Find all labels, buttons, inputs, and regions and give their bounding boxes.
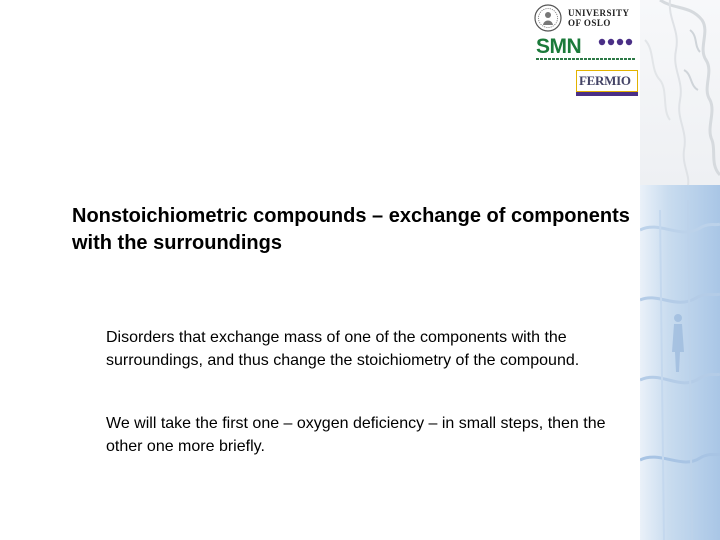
fermio-logo-text: FERMIO xyxy=(579,73,631,88)
decorative-side-strip xyxy=(640,0,720,540)
decorative-relief-image xyxy=(640,0,720,540)
university-name-line1: UNIVERSITY xyxy=(568,8,630,18)
paragraph-disorders: Disorders that exchange mass of one of the components with the surroundings, and thus change the stoichiometry of the compound. xyxy=(106,329,580,369)
fermio-logo xyxy=(576,70,638,96)
fermio-logo-box xyxy=(576,70,638,92)
slide-title: Nonstoichiometric compounds – exchange of components with the surroundings xyxy=(72,205,630,254)
smn-logo-text: SMN xyxy=(536,35,582,58)
smn-dots-icon xyxy=(598,38,640,50)
university-of-oslo-logo xyxy=(534,4,634,34)
fermio-logo-bar xyxy=(576,92,638,96)
paragraph-oxygen-deficiency: We will take the first one – oxygen deficiency – in small steps, then the other one more briefly. xyxy=(106,415,606,455)
university-seal-icon xyxy=(534,4,562,32)
university-name-line2: OF OSLO xyxy=(568,18,611,28)
smn-logo xyxy=(536,36,640,64)
university-name xyxy=(568,8,630,28)
smn-subline xyxy=(536,58,636,60)
